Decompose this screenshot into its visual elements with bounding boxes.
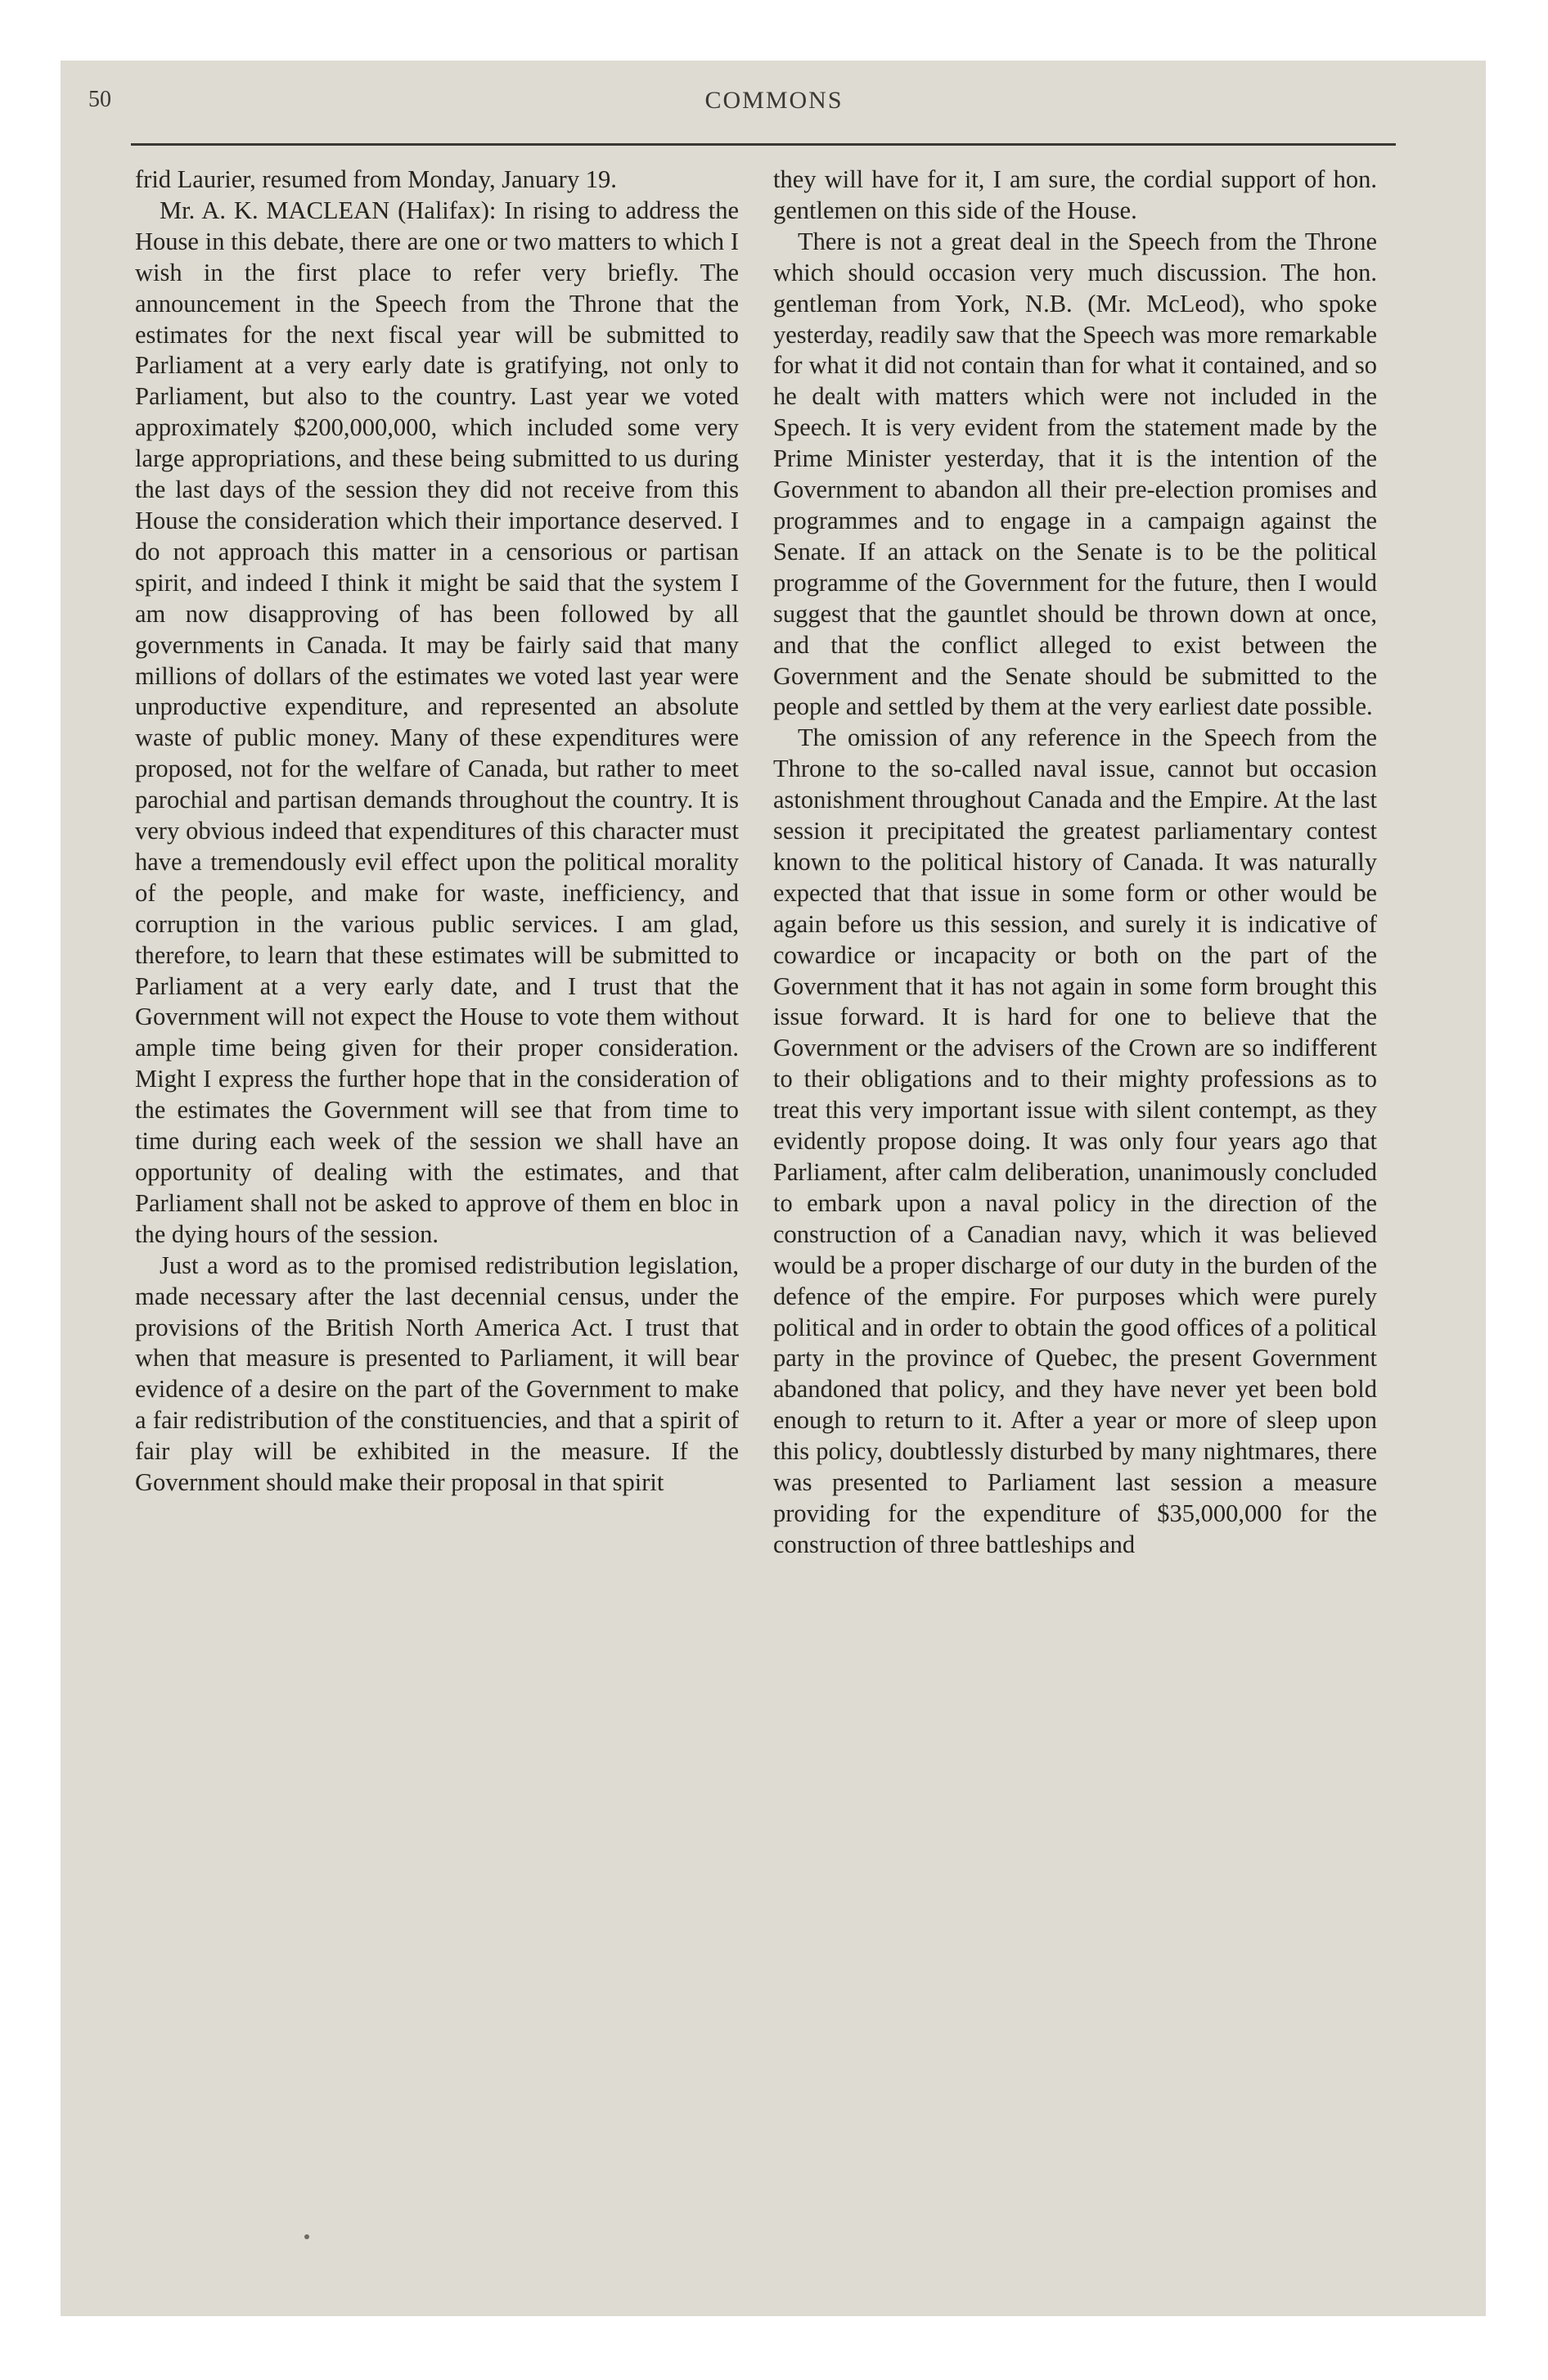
right-column <box>773 165 1377 2080</box>
paragraph: The omission of any reference in the Speech from the Throne to the so-called naval issue, cannot but occasion astonishment throughout Canada and the Empire. At the last session it precipitated the greatest parliamentary contest known to the political history of Canada. It was naturally expected that that issue in some form or other would be again before us this session, and surely it is indicative of cowardice or incapacity or both on the part of the Government that it has not again in some form brought this issue forward. It is hard for one to believe that the Government or the advisers of the Crown are so indifferent to their obligations and to their mighty professions as to treat this very important issue with silent contempt, as they evidently propose doing. It was only four years ago that Parliament, after calm deliberation, unanimously concluded to embark upon a naval policy in the direction of the construction of a Canadian navy, which it was believed would be a proper discharge of our duty in the burden of the defence of the empire. For purposes which were purely political and in order to obtain the good offices of a political party in the province of Quebec, the present Government abandoned that policy, and they have never yet been bold enough to return to it. After a year or more of sleep upon this policy, doubtlessly disturbed by many nightmares, there was presented to Parliament last session a measure providing for the expenditure of $35,000,000 for the construction of three battleships and <box>773 723 1377 1558</box>
page-number: 50 <box>88 87 111 112</box>
header-rule <box>131 143 1396 146</box>
paragraph: they will have for it, I am sure, the cordial support of hon. gentlemen on this side of the House. <box>773 165 1377 224</box>
paragraph: Mr. A. K. MACLEAN (Halifax): In rising to address the House in this debate, there are one or two matters to which I wish in the first place to refer very briefly. The announcement in the Speech from the Throne that the estimates for the next fiscal year will be submitted to Parliament at a very early date is gratifying, not only to Parliament, but also to the country. Last year we voted approximately $200,000,000, which included some very large appropriations, and these being submitted to us during the last days of the session they did not receive from this House the consideration which their importance deserved. I do not approach this matter in a censorious or partisan spirit, and indeed I think it might be said that the system I am now disapproving of has been followed by all governments in Canada. It may be fairly said that many millions of dollars of the estimates we voted last year were unproductive expenditure, and represented an absolute waste of public money. Many of these expenditures were proposed, not for the welfare of Canada, but rather to meet parochial and partisan demands throughout the country. It is very obvious indeed that expenditures of this character must have a tremendously evil effect upon the political morality of the people, and make for waste, inefficiency, and corruption in the various public services. I am glad, therefore, to learn that these estimates will be submitted to Parliament at a very early date, and I trust that the Government will not expect the House to vote them without ample time being given for their proper consideration. Might I express the further hope that in the consideration of the estimates the Government will see that from time to time during each week of the session we shall have an opportunity of dealing with the estimates, and that Parliament shall not be asked to approve of them en bloc in the dying hours of the session. <box>135 196 739 1248</box>
print-speck <box>304 2234 309 2239</box>
left-column <box>135 165 739 2080</box>
paragraph: There is not a great deal in the Speech from the Throne which should occasion very much discussion. The hon. gentleman from York, N.B. (Mr. McLeod), who spoke yesterday, readily saw that the Speech was more remarkable for what it did not contain than for what it contained, and so he dealt with matters which were not included in the Speech. It is very evident from the statement made by the Prime Minister yesterday, that it is the intention of the Government to abandon all their pre-election promises and programmes and to engage in a campaign against the Senate. If an attack on the Senate is to be the political programme of the Government for the future, then I would suggest that the gauntlet should be thrown down at once, and that the conflict alleged to exist between the Government and the Senate should be submitted to the people and settled by them at the very earliest date possible. <box>773 227 1377 721</box>
paragraph: frid Laurier, resumed from Monday, January 19. <box>135 165 617 193</box>
paragraph: Just a word as to the promised redistribution legislation, made necessary after the last decennial census, under the provisions of the British North America Act. I trust that when that measure is presented to Parliament, it will bear evidence of a desire on the part of the Government to make a fair redistribution of the constituencies, and that a spirit of fair play will be exhibited in the measure. If the Government should make their proposal in that spirit <box>135 1251 739 1497</box>
running-head: COMMONS <box>704 87 844 114</box>
